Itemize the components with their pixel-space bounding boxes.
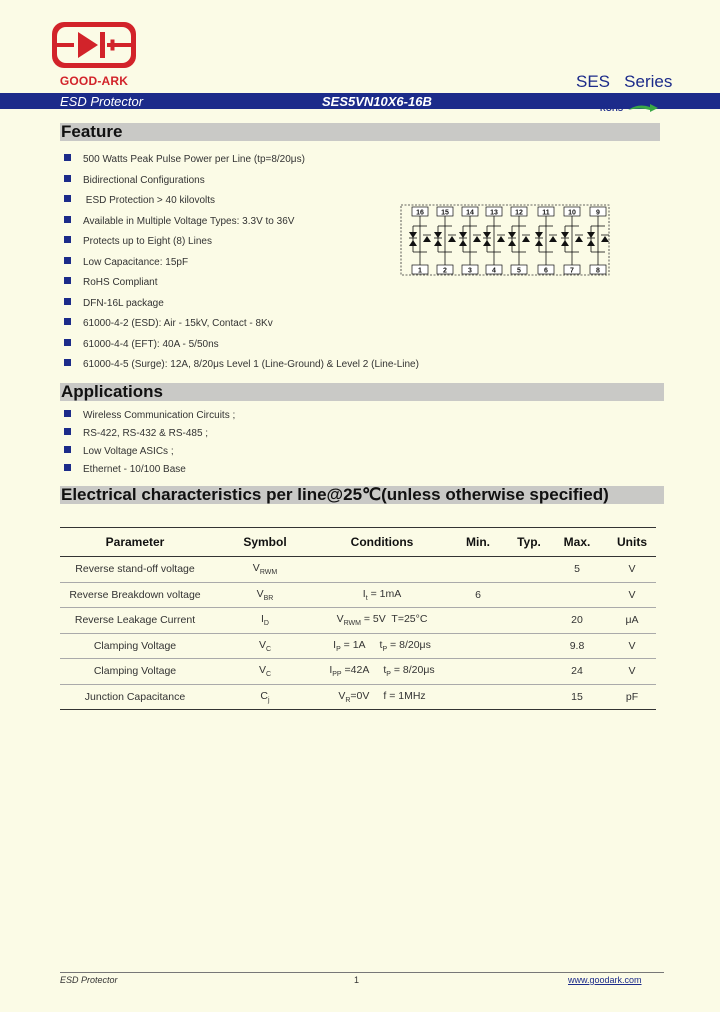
- top-pin-label: 9: [596, 209, 600, 217]
- col-min: Min.: [444, 528, 512, 557]
- tvs-diode-icon: [508, 232, 516, 238]
- condition-1-value: =42A: [341, 664, 370, 677]
- bottom-pin-label: 3: [468, 267, 472, 275]
- condition-1-main: V: [336, 613, 344, 626]
- feature-item-text: Protects up to Eight (8) Lines: [83, 236, 212, 247]
- series-title: SES Series: [576, 72, 673, 91]
- bullet-square-icon: [64, 154, 71, 161]
- tvs-diode-icon: [409, 240, 417, 246]
- brand-name: GOOD-ARK: [59, 74, 129, 88]
- cell-units: [608, 582, 656, 608]
- feature-item-text: Bidirectional Configurations: [83, 174, 205, 186]
- feature-item-text: Low Capacitance: 15pF: [83, 256, 189, 268]
- symbol-subscript: C: [265, 645, 272, 653]
- top-pin-label: 12: [515, 209, 523, 217]
- bottom-pin-label: 5: [517, 267, 521, 275]
- table-row: [60, 608, 656, 634]
- condition-1-value: = 1mA: [367, 587, 402, 600]
- rohs-leaf-icon: [628, 104, 658, 112]
- top-pin-label: 15: [441, 209, 449, 217]
- condition-1: [333, 639, 365, 651]
- feature-item-text: 500 Watts Peak Pulse Power per Line (tp=8/20μs): [83, 154, 305, 165]
- parameter-text: Reverse stand-off voltage: [75, 563, 195, 576]
- cell-units: [608, 659, 656, 685]
- bottom-pin-label: 4: [492, 267, 496, 275]
- application-item-text: RS-422, RS-432 & RS-485 ;: [83, 428, 209, 439]
- symbol-subscript: RWM: [259, 569, 278, 577]
- feature-item: [64, 195, 215, 206]
- cell-units: [608, 557, 656, 583]
- units-value: V: [628, 563, 636, 576]
- steering-diode-icon: [448, 236, 456, 242]
- symbol-text: I: [261, 613, 264, 626]
- bottom-pin-label: 8: [596, 267, 600, 275]
- feature-item-text: 61000-4-5 (Surge): 12A, 8/20μs Level 1 (Line-Ground) & Level 2 (Line-Line): [83, 359, 419, 370]
- bullet-square-icon: [64, 318, 71, 325]
- condition-2-value: = 8/20μs: [387, 638, 431, 651]
- application-item-text: Wireless Communication Circuits ;: [83, 410, 236, 421]
- units-value: V: [628, 639, 636, 652]
- max-value: 15: [571, 690, 583, 703]
- tvs-diode-icon: [434, 232, 442, 238]
- condition-1-subscript: RWM: [343, 620, 361, 628]
- cell-typ: [512, 608, 546, 634]
- cell-conditions: [320, 633, 444, 659]
- rohs-label: ROHS: [600, 104, 624, 113]
- table-row: [60, 633, 656, 659]
- parameter-text: Clamping Voltage: [93, 665, 177, 678]
- cell-units: [608, 633, 656, 659]
- cell-parameter: [60, 659, 210, 685]
- steering-diode-icon: [423, 236, 431, 242]
- feature-heading: Feature: [60, 123, 660, 141]
- bullet-square-icon: [64, 277, 71, 284]
- website-link[interactable]: www.goodark.com: [568, 975, 642, 985]
- feature-item-text: 61000-4-2 (ESD): Air - 15kV, Contact - 8Kv: [83, 318, 273, 329]
- col-max: Max.: [546, 528, 608, 557]
- cell-max: [546, 633, 608, 659]
- feature-item: [64, 154, 305, 165]
- condition-1-main: I: [362, 587, 366, 600]
- cell-max: [546, 582, 608, 608]
- top-pin-label: 14: [466, 209, 474, 217]
- bottom-pin-label: 6: [544, 267, 548, 275]
- condition-1: [329, 664, 370, 679]
- condition-2: [383, 664, 435, 679]
- condition-1-value: = 1A: [340, 638, 366, 651]
- feature-item: [64, 339, 219, 350]
- tvs-diode-icon: [409, 232, 417, 238]
- cell-symbol: [210, 557, 320, 583]
- electrical-table: [60, 527, 656, 710]
- feature-item: [64, 257, 188, 268]
- parameter-text: Reverse Breakdown voltage: [69, 588, 201, 601]
- cell-min: [444, 684, 512, 710]
- top-pin-label: 11: [542, 209, 550, 217]
- steering-diode-icon: [497, 236, 505, 242]
- application-item: [64, 464, 186, 475]
- condition-2-main: t: [379, 638, 383, 651]
- top-pin-label: 16: [416, 209, 424, 217]
- symbol-text: V: [258, 638, 266, 651]
- cell-typ: [512, 684, 546, 710]
- condition-1-subscript: P: [336, 645, 341, 653]
- feature-item: [64, 277, 157, 288]
- good-ark-logo: [52, 22, 136, 68]
- symbol-subscript: C: [265, 671, 272, 679]
- cell-parameter: [60, 633, 210, 659]
- tvs-diode-icon: [561, 240, 569, 246]
- application-item: [64, 428, 208, 439]
- bottom-pin-label: 7: [570, 267, 574, 275]
- cell-min: [444, 582, 512, 608]
- cell-min: [444, 659, 512, 685]
- condition-2-subscript: P: [386, 671, 391, 679]
- max-value: 20: [571, 614, 583, 627]
- min-value: 6: [475, 588, 481, 601]
- condition-1-subscript: R: [345, 696, 351, 704]
- col-units: Units: [608, 528, 656, 557]
- cell-parameter: [60, 684, 210, 710]
- cell-conditions: [320, 557, 444, 583]
- condition-1-main: I: [333, 638, 337, 651]
- feature-item: [64, 318, 273, 329]
- units-value: V: [628, 665, 636, 678]
- cell-conditions: [320, 684, 444, 710]
- parameter-text: Reverse Leakage Current: [74, 614, 196, 627]
- part-number: SES5VN10X6-16B: [322, 94, 432, 109]
- feature-item: [64, 359, 419, 370]
- cell-conditions: [320, 608, 444, 634]
- tvs-diode-icon: [508, 240, 516, 246]
- parameter-text: Junction Capacitance: [84, 690, 186, 703]
- units-value: μA: [625, 614, 639, 627]
- tvs-diode-icon: [483, 240, 491, 246]
- application-item: [64, 446, 174, 457]
- bottom-pin-label: 2: [443, 267, 447, 275]
- cell-conditions: [320, 582, 444, 608]
- condition-1-subscript: t: [365, 594, 368, 602]
- cell-symbol: [210, 633, 320, 659]
- cell-max: [546, 608, 608, 634]
- condition-2-main: t: [383, 664, 387, 677]
- cell-parameter: [60, 608, 210, 634]
- condition-1: [338, 690, 369, 702]
- feature-item-text: 61000-4-4 (EFT): 40A - 5/50ns: [83, 338, 219, 350]
- table-row: [60, 659, 656, 685]
- symbol-subscript: j: [268, 696, 270, 704]
- tvs-diode-icon: [561, 232, 569, 238]
- condition-2: [380, 639, 431, 651]
- cell-max: [546, 659, 608, 685]
- application-item-text: Ethernet - 10/100 Base: [83, 464, 186, 475]
- condition-1-value: =0V: [350, 689, 370, 702]
- bottom-pin-label: 1: [418, 267, 422, 275]
- symbol-text: C: [260, 689, 269, 702]
- condition-1-value: = 5V T=25°C: [360, 613, 428, 626]
- steering-diode-icon: [601, 236, 609, 242]
- cell-parameter: [60, 557, 210, 583]
- col-parameter: Parameter: [60, 528, 210, 557]
- tvs-diode-icon: [535, 240, 543, 246]
- feature-item-text: ESD Protection > 40 kilovolts: [83, 195, 216, 206]
- bullet-square-icon: [64, 464, 71, 471]
- col-conditions: Conditions: [320, 528, 444, 557]
- cell-parameter: [60, 582, 210, 608]
- bullet-square-icon: [64, 236, 71, 243]
- max-value: 9.8: [569, 639, 585, 652]
- parameter-text: Clamping Voltage: [93, 639, 177, 652]
- col-symbol: Symbol: [210, 528, 320, 557]
- cell-units: [608, 684, 656, 710]
- tvs-diode-icon: [434, 240, 442, 246]
- condition-2-value: = 8/20μs: [390, 664, 435, 677]
- cell-typ: [512, 633, 546, 659]
- condition-1: [336, 613, 428, 628]
- bullet-square-icon: [64, 410, 71, 417]
- bullet-square-icon: [64, 298, 71, 305]
- category-label: ESD Protector: [60, 94, 144, 109]
- cell-max: [546, 557, 608, 583]
- tvs-diode-icon: [459, 232, 467, 238]
- col-typ: Typ.: [512, 528, 546, 557]
- applications-heading: Applications: [60, 383, 664, 401]
- cell-symbol: [210, 582, 320, 608]
- bullet-square-icon: [64, 359, 71, 366]
- steering-diode-icon: [575, 236, 583, 242]
- bullet-square-icon: [64, 257, 71, 264]
- bullet-square-icon: [64, 175, 71, 182]
- condition-1-subscript: PP: [332, 671, 342, 679]
- condition-2: [383, 690, 425, 702]
- units-value: pF: [625, 690, 639, 703]
- max-value: 5: [574, 563, 580, 576]
- steering-diode-icon: [473, 236, 481, 242]
- cell-min: [444, 633, 512, 659]
- footer-category: ESD Protector: [60, 975, 118, 985]
- top-pin-label: 10: [568, 209, 576, 217]
- cell-symbol: [210, 684, 320, 710]
- application-item-text: Low Voltage ASICs ;: [83, 446, 174, 457]
- condition-1: [363, 588, 401, 600]
- table-row: [60, 557, 656, 583]
- tvs-diode-icon: [535, 232, 543, 238]
- symbol-text: V: [252, 562, 260, 575]
- tvs-diode-icon: [459, 240, 467, 246]
- cell-typ: [512, 582, 546, 608]
- tvs-diode-icon: [483, 232, 491, 238]
- cell-min: [444, 557, 512, 583]
- top-pin-label: 13: [490, 209, 498, 217]
- cell-min: [444, 608, 512, 634]
- table-row: [60, 582, 656, 608]
- cell-symbol: [210, 659, 320, 685]
- condition-1-main: I: [329, 664, 333, 677]
- application-item: [64, 410, 235, 421]
- tvs-diode-icon: [587, 240, 595, 246]
- symbol-subscript: D: [263, 620, 269, 628]
- bullet-square-icon: [64, 195, 71, 202]
- cell-max: [546, 684, 608, 710]
- steering-diode-icon: [549, 236, 557, 242]
- feature-item: [64, 236, 212, 247]
- feature-item: [64, 175, 205, 186]
- cell-conditions: [320, 659, 444, 685]
- max-value: 24: [571, 665, 583, 678]
- table-header-row: [60, 528, 656, 557]
- bullet-square-icon: [64, 428, 71, 435]
- condition-2-subscript: P: [382, 645, 388, 653]
- feature-item: [64, 298, 164, 309]
- cell-symbol: [210, 608, 320, 634]
- bullet-square-icon: [64, 446, 71, 453]
- tvs-diode-icon: [587, 232, 595, 238]
- table-row: [60, 684, 656, 710]
- units-value: V: [628, 588, 636, 601]
- symbol-text: V: [258, 664, 266, 677]
- cell-units: [608, 608, 656, 634]
- cell-typ: [512, 557, 546, 583]
- symbol-text: V: [256, 587, 264, 600]
- steering-diode-icon: [522, 236, 530, 242]
- bullet-square-icon: [64, 339, 71, 346]
- electrical-heading: Electrical characteristics per line@25℃(unless otherwise specified): [60, 486, 664, 504]
- bullet-square-icon: [64, 216, 71, 223]
- page-number: 1: [354, 975, 360, 985]
- feature-item-text: RoHS Compliant: [83, 277, 158, 288]
- feature-item-text: Available in Multiple Voltage Types: 3.3V to 36V: [83, 215, 295, 227]
- condition-2-main: f = 1MHz: [383, 689, 426, 702]
- footer-divider: [60, 972, 664, 973]
- feature-item-text: DFN-16L package: [83, 297, 164, 309]
- symbol-subscript: BR: [263, 594, 274, 602]
- feature-item: [64, 216, 294, 227]
- condition-1-main: V: [338, 689, 346, 702]
- cell-typ: [512, 659, 546, 685]
- circuit-diagram: [400, 204, 610, 276]
